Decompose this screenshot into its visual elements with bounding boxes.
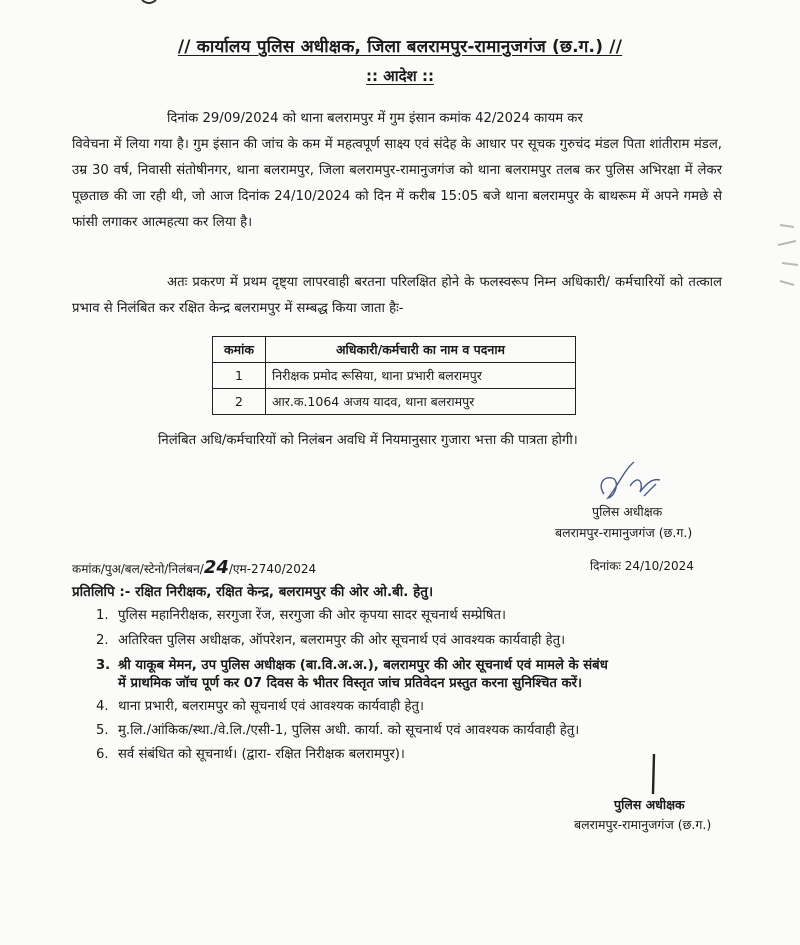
list-item [96, 744, 405, 762]
column-header-serial: कमांक [213, 337, 266, 363]
office-title: // कार्यालय पुलिस अधीक्षक, जिला बलरामपुर-रामानुजगंज (छ.ग.) // [177, 37, 623, 57]
paragraph-1-first-line: दिनांक 29/09/2024 को थाना बलरामपुर में गुम इंसान कमांक 42/2024 कायम कर [167, 111, 583, 126]
list-item-text: श्री याकूब मेमन, उप पुलिस अधीक्षक (बा.वि.अ.अ.), बलरामपुर की ओर सूचनार्थ एवं मामले के संबंध [118, 658, 608, 673]
suspended-officers-table [212, 336, 576, 415]
reference-date: दिनांकः 24/10/2024 [590, 559, 694, 573]
list-item-text: मु.लि./आंकिक/स्था./वे.लि./एसी-1, पुलिस अधी. कार्या. को सूचनार्थ एवं आवश्यक कार्यवाही हेतु। [118, 723, 580, 738]
row-serial: 2 [213, 389, 266, 415]
list-item-continuation [96, 673, 582, 691]
signature-scribble [594, 456, 674, 508]
column-header-name: अधिकारी/कर्मचारी का नाम व पदनाम [266, 337, 576, 363]
row-name: आर.क.1064 अजय यादव, थाना बलरामपुर [266, 389, 576, 415]
order-heading: :: आदेश :: [366, 67, 434, 85]
table-row [213, 389, 576, 415]
table-header-row [213, 337, 576, 363]
signature-1-designation: पुलिस अधीक्षक [592, 504, 663, 519]
paragraph-1 [72, 106, 722, 236]
list-item [96, 605, 506, 623]
signature-1-district: बलरामपुर-रामानुजगंज (छ.ग.) [555, 525, 693, 540]
paragraph-1-rest: विवेचना में लिया गया है। गुम इंसान की जांच के कम में महत्वपूर्ण साक्ष्य एवं संदेह के आधार पर सूचक गुरुचंद मंडल पिता शांतीराम मंडल, उम्र 30 वर्ष, निवासी संतोषीनगर, थाना बलरामपुर, जिला बलरामपुर-रामानुजगंज को थाना बलरामपुर तलब कर पुलिस अभिरक्षा में लेकर पूछताछ की जा रही थी, जो आज दिनांक 24/10/2024 को दिन में करीब 15:05 बजे थाना बलरामपुर के बाथरूम में अपने गमछे से फांसी लगाकर आत्महत्या कर लिया है। [72, 137, 722, 230]
signature-2-designation: पुलिस अधीक्षक [614, 797, 685, 812]
signature-stroke [646, 752, 662, 798]
list-item-number: 5. [96, 723, 109, 738]
reference-suffix: /एम-2740/2024 [228, 562, 317, 576]
list-item-number: 1. [96, 608, 109, 623]
row-serial: 1 [213, 363, 266, 389]
reference-number [72, 557, 316, 578]
list-item [96, 720, 579, 738]
copy-to-header: प्रतिलिपि :- रक्षित निरीक्षक, रक्षित केन्द्र, बलरामपुर की ओर ओ.बी. हेतु। [72, 584, 434, 600]
list-item [96, 655, 608, 673]
list-item-text: सर्व संबंधित को सूचनार्थ। (द्वारा- रक्षित निरीक्षक बलरामपुर)। [118, 747, 405, 762]
row-name: निरीक्षक प्रमोद रूसिया, थाना प्रभारी बलरामपुर [266, 363, 576, 389]
list-item-number: 2. [96, 633, 109, 648]
list-item-text-continued: में प्राथमिक जॉच पूर्ण कर 07 दिवस के भीतर विस्तृत जांच प्रतिवेदन प्रस्तुत करना सुनिश्चित करें। [118, 676, 582, 691]
signature-2-district: बलरामपुर-रामानुजगंज (छ.ग.) [574, 817, 712, 832]
paragraph-3: निलंबित अधि/कर्मचारियों को निलंबन अवधि में नियमानुसार गुजारा भत्ता की पात्रता होगी। [158, 433, 578, 448]
table-row [213, 363, 576, 389]
list-item [96, 696, 424, 714]
list-item-number: 3. [96, 658, 111, 673]
paragraph-2 [72, 270, 722, 322]
reference-prefix: कमांक/पुअ/बल/स्टेनो/निलंबन/ [72, 562, 204, 576]
bleed-through-marks [774, 215, 800, 305]
edge-mark [140, 0, 158, 6]
list-item-number: 4. [96, 699, 109, 714]
paragraph-2-text: अतः प्रकरण में प्रथम दृष्ट्या लापरवाही बरतना परिलक्षित होने के फलस्वरूप निम्न अधिकारी/ कर्मचारियों को तत्काल प्रभाव से निलंबित कर रक्षित केन्द्र बलरामपुर में सम्बद्ध किया जाता हैः- [72, 275, 722, 316]
list-item-text: पुलिस महानिरीक्षक, सरगुजा रेंज, सरगुजा की ओर कृपया सादर सूचनार्थ सम्प्रेषित। [118, 608, 507, 623]
list-item [96, 630, 565, 648]
list-item-text: थाना प्रभारी, बलरामपुर को सूचनार्थ एवं आवश्यक कार्यवाही हेतु। [118, 699, 425, 714]
list-item-number: 6. [96, 747, 109, 762]
list-item-text: अतिरिक्त पुलिस अधीक्षक, ऑपरेशन, बलरामपुर की ओर सूचनार्थ एवं आवश्यक कार्यवाही हेतु। [118, 633, 566, 648]
reference-handwritten: 24 [203, 557, 229, 578]
